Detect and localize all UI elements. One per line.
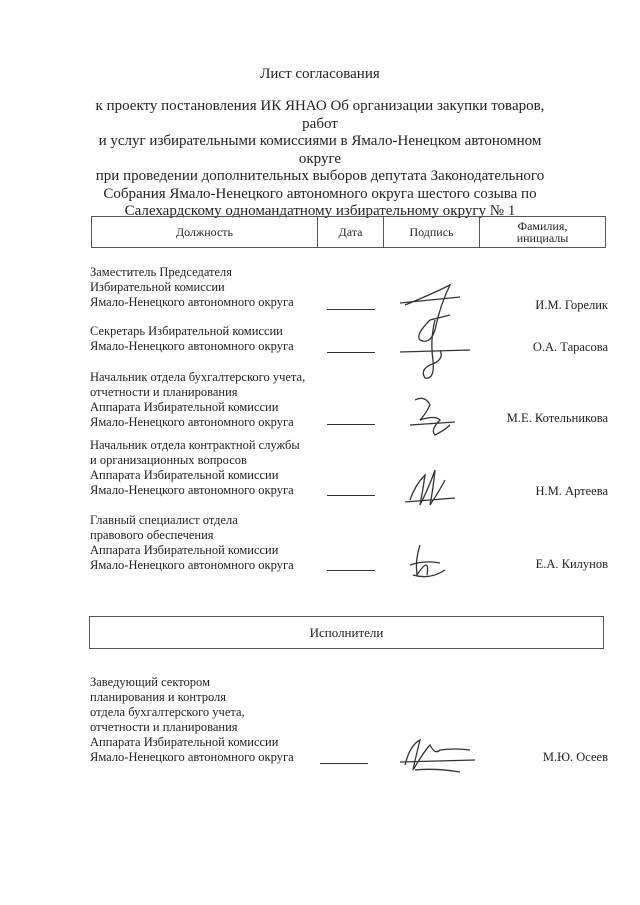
executor-role: Заведующий сектором планирования и контроля отдела бухгалтерского учета, отчетности и планирования Аппарата Избирательной комиссии Ямало-Ненецкого автономного округа	[90, 675, 294, 764]
signature-5	[395, 525, 475, 605]
approver-name-1: И.М. Горелик	[535, 298, 608, 312]
page-title: Лист согласования	[260, 66, 380, 82]
approver-name-5: Е.А. Килунов	[535, 557, 608, 571]
executor-name: М.Ю. Осеев	[542, 750, 608, 764]
column-name: Фамилия, инициалы	[480, 217, 606, 248]
executor-signature	[385, 720, 485, 800]
signature-2	[395, 310, 475, 390]
executor-date-line	[320, 763, 368, 764]
approver-role-4: Начальник отдела контрактной службы и организационных вопросов Аппарата Избирательной комиссии Ямало-Ненецкого автономного округа	[90, 438, 300, 497]
date-line-2	[327, 352, 375, 353]
signature-4	[395, 450, 475, 530]
signature-3	[395, 380, 475, 460]
approver-role-1: Заместитель Председателя Избирательной комиссии Ямало-Ненецкого автономного округа	[90, 265, 294, 309]
column-position: Должность	[92, 217, 318, 248]
date-line-4	[327, 495, 375, 496]
column-signature: Подпись	[384, 217, 480, 248]
approval-table-header	[91, 216, 606, 248]
document-subject: к проекту постановления ИК ЯНАО Об организации закупки товаров, работ и услуг избирательными комиссиями в Ямало-Ненецком автономном округе при проведении дополнительных выборов депутата Законодательного Собрания Ямало-Ненецкого автономного округа шестого созыва по Салехардскому одномандатному избирательному округу № 1	[95, 98, 545, 219]
approver-role-3: Начальник отдела бухгалтерского учета, отчетности и планирования Аппарата Избирательной комиссии Ямало-Ненецкого автономного округа	[90, 370, 306, 429]
executors-header: Исполнители	[89, 616, 604, 649]
approver-name-2: О.А. Тарасова	[532, 340, 608, 354]
approver-name-4: Н.М. Артеева	[535, 484, 608, 498]
date-line-5	[327, 570, 375, 571]
date-line-3	[327, 424, 375, 425]
approver-role-5: Главный специалист отдела правового обеспечения Аппарата Избирательной комиссии Ямало-Ненецкого автономного округа	[90, 513, 294, 572]
column-date: Дата	[318, 217, 384, 248]
approver-role-2: Секретарь Избирательной комиссии Ямало-Ненецкого автономного округа	[90, 324, 294, 353]
date-line-1	[327, 309, 375, 310]
approver-name-3: М.Е. Котельникова	[506, 411, 608, 425]
